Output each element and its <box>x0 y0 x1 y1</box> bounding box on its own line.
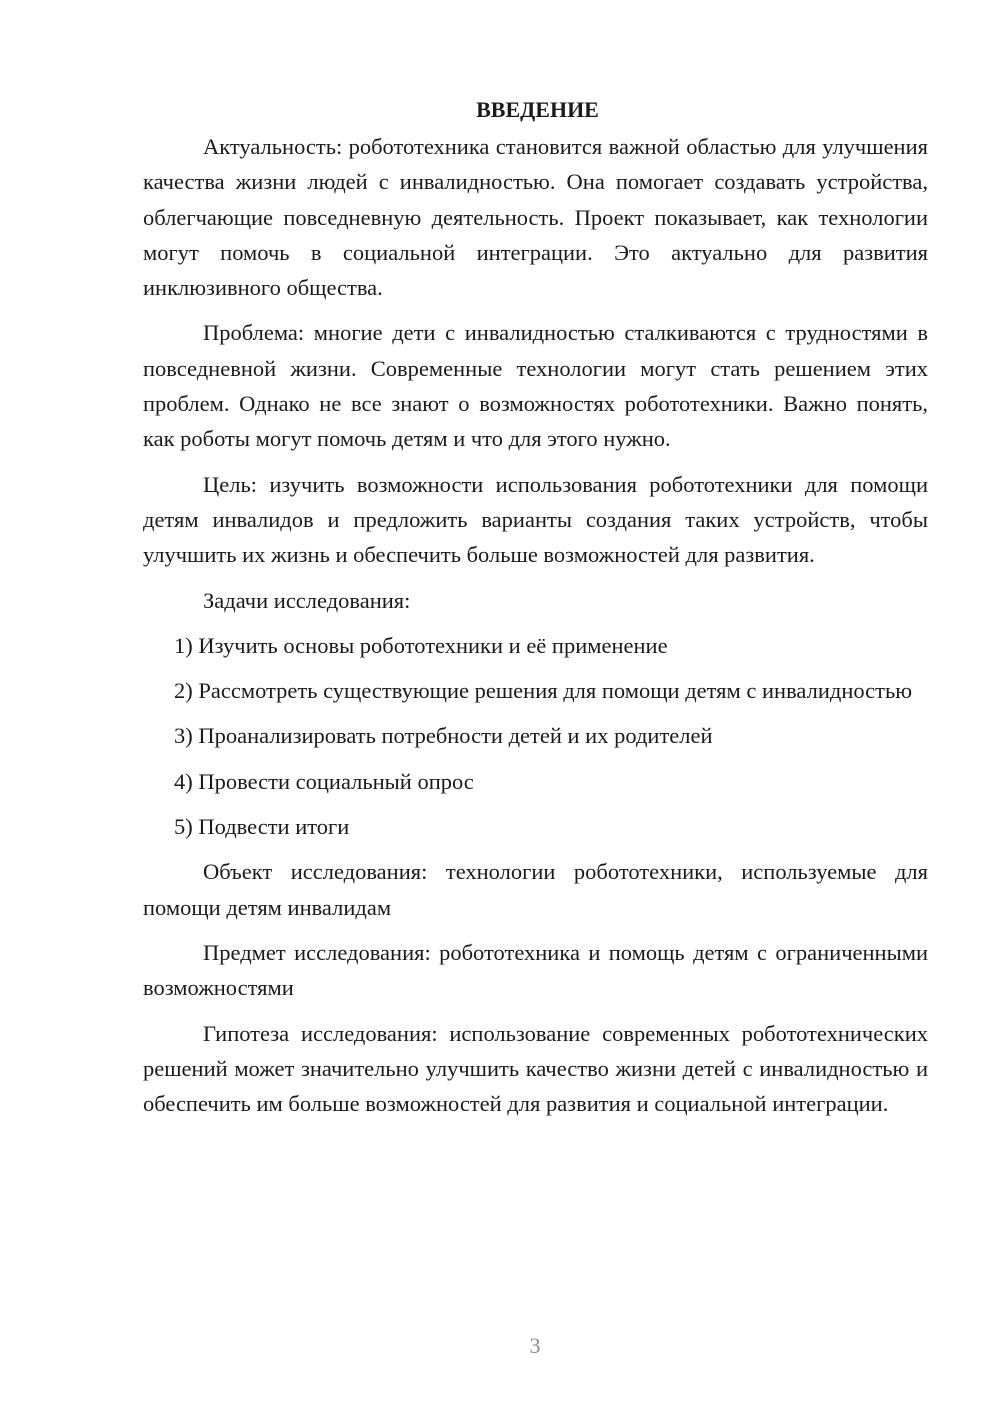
problem-paragraph: Проблема: многие дети с инвалидностью сталкиваются с трудностями в повседневной жизни. Современные технологии могут стать решением этих проблем. Однако не все знают о возможностях робототехники. Важно понять, как роботы могут помочь детям и что для этого нужно. <box>143 320 928 452</box>
goal-paragraph: Цель: изучить возможности использования робототехники для помощи детям инвалидов и предложить варианты создания таких устройств, чтобы улучшить их жизнь и обеспечить больше возможностей для развития. <box>143 471 928 568</box>
subject-paragraph: Предмет исследования: робототехника и помощь детям с ограниченными возможностями <box>143 939 928 1001</box>
task-item: 4) Провести социальный опрос <box>174 768 474 794</box>
hypothesis-paragraph: Гипотеза исследования: использование современных робототехнических решений может значительно улучшить качество жизни детей с инвалидностью и обеспечить им больше возможностей для развития и социальной интеграции. <box>143 1020 928 1117</box>
task-item: 5) Подвести итоги <box>174 814 350 840</box>
document-page <box>143 92 928 1131</box>
page-number: 3 <box>529 1333 541 1358</box>
relevance-paragraph: Актуальность: робототехника становится важной областью для улучшения качества жизни людей с инвалидностью. Она помогает создавать устройства, облегчающие повседневную деятельность. Проект показывает, как технологии могут помочь в социальной интеграции. Это актуально для развития инклюзивного общества. <box>143 134 928 301</box>
task-item: 3) Проанализировать потребности детей и их родителей <box>174 723 713 749</box>
document-title: ВВЕДЕНИЕ <box>476 97 599 122</box>
task-item: 2) Рассмотреть существующие решения для помощи детям с инвалидностью <box>174 678 913 704</box>
object-paragraph: Объект исследования: технологии робототехники, используемые для помощи детям инвалидам <box>143 859 928 920</box>
tasks-heading: Задачи исследования: <box>203 587 411 613</box>
task-item: 1) Изучить основы робототехники и её применение <box>174 632 668 658</box>
tasks-list <box>143 628 928 844</box>
